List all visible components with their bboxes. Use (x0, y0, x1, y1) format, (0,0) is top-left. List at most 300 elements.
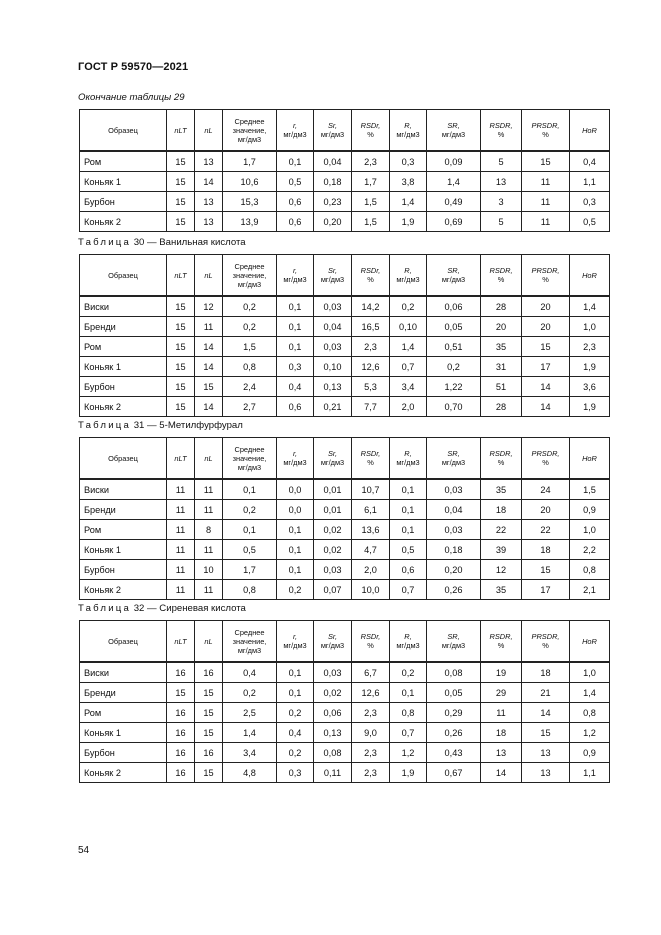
cell-value: 11 (195, 479, 223, 500)
cell-value: 0,51 (427, 337, 481, 357)
cell-value: 13 (195, 212, 223, 232)
cell-value: 11 (167, 520, 195, 540)
header-r-line: мг/дм3 (283, 130, 307, 139)
cell-value: 0,9 (570, 743, 610, 763)
cell-value: 0,1 (277, 317, 314, 337)
cell-value: 0,1 (277, 151, 314, 172)
cell-value: 35 (481, 580, 522, 600)
table-row (80, 662, 610, 683)
cell-value: 0,2 (223, 683, 277, 703)
header-sR (427, 255, 481, 297)
cell-value: 13,6 (352, 520, 390, 540)
header-R (390, 255, 427, 297)
cell-value: 0,01 (314, 500, 352, 520)
cell-value: 15 (522, 337, 570, 357)
cell-value: 15 (167, 192, 195, 212)
header-sR-line: SR, (447, 449, 460, 458)
cell-value: 19 (481, 662, 522, 683)
cell-value: 0,9 (570, 500, 610, 520)
cell-value: 1,9 (390, 763, 427, 783)
cell-value: 0,1 (390, 683, 427, 703)
header-sample (80, 621, 167, 663)
cell-value: 20 (522, 296, 570, 317)
cell-value: 15 (195, 683, 223, 703)
cell-value: 15 (167, 151, 195, 172)
table-caption (78, 603, 246, 614)
data-table (79, 437, 610, 600)
header-rsdr (352, 255, 390, 297)
cell-value: 0,0 (277, 500, 314, 520)
cell-value: 0,03 (427, 520, 481, 540)
cell-value: 12 (195, 296, 223, 317)
table-row (80, 520, 610, 540)
cell-value: 0,06 (314, 703, 352, 723)
cell-value: 20 (481, 317, 522, 337)
header-sr-line: мг/дм3 (320, 458, 345, 467)
cell-value: 35 (481, 479, 522, 500)
cell-value: 13 (195, 192, 223, 212)
header-rsdR-line: RSDR, (489, 266, 513, 275)
cell-value: 2,5 (223, 703, 277, 723)
cell-value: 0,03 (314, 560, 352, 580)
cell-value: 2,3 (352, 763, 390, 783)
cell-value: 1,5 (223, 337, 277, 357)
header-nlt-text: nLT (174, 453, 187, 463)
header-rsdR (481, 255, 522, 297)
cell-value: 0,03 (314, 296, 352, 317)
cell-value: 11 (167, 540, 195, 560)
cell-value: 24 (522, 479, 570, 500)
cell-value: 2,7 (223, 397, 277, 417)
cell-value: 16 (167, 743, 195, 763)
table-caption-label: Таблица (78, 420, 132, 431)
cell-value: 1,9 (570, 397, 610, 417)
cell-value: 1,7 (223, 560, 277, 580)
header-row (80, 621, 610, 663)
cell-value: 28 (481, 296, 522, 317)
table-row (80, 479, 610, 500)
header-nl-text: nL (204, 125, 213, 135)
header-sR-line: мг/дм3 (441, 641, 466, 650)
cell-value: 17 (522, 357, 570, 377)
cell-value: 11 (522, 212, 570, 232)
cell-value: 0,69 (427, 212, 481, 232)
header-sR-line: мг/дм3 (441, 458, 466, 467)
header-sample-text: Образец (108, 270, 138, 280)
cell-value: 0,13 (314, 723, 352, 743)
cell-value: 0,04 (427, 500, 481, 520)
cell-value: 11 (167, 479, 195, 500)
cell-sample: Коньяк 2 (80, 580, 167, 600)
cell-value: 15 (195, 723, 223, 743)
cell-value: 35 (481, 337, 522, 357)
cell-value: 0,2 (277, 703, 314, 723)
header-mean-line: мг/дм3 (237, 462, 262, 472)
header-nlt (167, 621, 195, 663)
cell-value: 15 (167, 172, 195, 192)
cell-value: 0,43 (427, 743, 481, 763)
header-rsdR (481, 621, 522, 663)
header-sr-line: Sr, (327, 449, 338, 458)
cell-value: 0,2 (277, 743, 314, 763)
table-caption-label: Таблица (78, 603, 132, 614)
header-r-line: r, (292, 121, 298, 130)
cell-value: 12,6 (352, 683, 390, 703)
header-rsdr (352, 110, 390, 152)
cell-value: 14 (522, 397, 570, 417)
header-mean (223, 621, 277, 663)
header-nl (195, 621, 223, 663)
header-rsdr-line: RSDr, (360, 266, 381, 275)
table-caption-label: Таблица (78, 237, 132, 248)
header-sr (314, 255, 352, 297)
cell-value: 8 (195, 520, 223, 540)
cell-value: 0,03 (427, 479, 481, 500)
header-sample (80, 110, 167, 152)
cell-value: 0,2 (390, 296, 427, 317)
cell-value: 15 (522, 151, 570, 172)
cell-value: 1,4 (570, 683, 610, 703)
cell-value: 11 (167, 500, 195, 520)
header-sR (427, 438, 481, 480)
cell-value: 0,3 (390, 151, 427, 172)
cell-value: 0,6 (277, 397, 314, 417)
header-horR (570, 438, 610, 480)
cell-value: 0,01 (314, 479, 352, 500)
cell-value: 4,7 (352, 540, 390, 560)
cell-value: 1,5 (352, 192, 390, 212)
header-row (80, 110, 610, 152)
cell-value: 0,18 (314, 172, 352, 192)
header-r-line: r, (292, 632, 298, 641)
cell-value: 21 (522, 683, 570, 703)
table-row (80, 151, 610, 172)
header-prsdR-line: PRSDR, (531, 121, 560, 130)
cell-value: 0,5 (570, 212, 610, 232)
header-nl (195, 110, 223, 152)
header-sample-text: Образец (108, 453, 138, 463)
table-caption-text: 31 — 5-Метилфурфурал (133, 420, 243, 431)
header-horR-text: HoR (582, 453, 597, 463)
table-row (80, 763, 610, 783)
cell-sample: Виски (80, 479, 167, 500)
document-title: ГОСТ Р 59570—2021 (78, 61, 189, 73)
cell-value: 0,5 (223, 540, 277, 560)
cell-sample: Бурбон (80, 192, 167, 212)
cell-value: 11 (195, 540, 223, 560)
cell-value: 0,1 (277, 662, 314, 683)
header-row (80, 438, 610, 480)
header-mean-line: значение, (232, 453, 267, 463)
cell-sample: Ром (80, 337, 167, 357)
header-rsdR-line: % (497, 130, 505, 139)
header-row (80, 255, 610, 297)
cell-value: 0,8 (223, 357, 277, 377)
cell-value: 20 (522, 500, 570, 520)
cell-value: 1,4 (223, 723, 277, 743)
header-prsdR-line: % (542, 275, 549, 284)
cell-value: 2,2 (570, 540, 610, 560)
cell-sample: Ром (80, 520, 167, 540)
cell-value: 18 (522, 540, 570, 560)
cell-value: 0,70 (427, 397, 481, 417)
header-nl (195, 255, 223, 297)
table-row (80, 703, 610, 723)
header-rsdR (481, 438, 522, 480)
header-sr-line: мг/дм3 (320, 641, 345, 650)
cell-value: 13 (481, 743, 522, 763)
header-R-line: R, (404, 121, 412, 130)
cell-sample: Коньяк 1 (80, 723, 167, 743)
cell-sample: Коньяк 2 (80, 397, 167, 417)
cell-value: 0,07 (314, 580, 352, 600)
cell-value: 3,4 (223, 743, 277, 763)
cell-value: 1,2 (570, 723, 610, 743)
header-r-line: мг/дм3 (283, 458, 307, 467)
header-mean-line: значение, (232, 636, 267, 646)
table-header (80, 438, 610, 480)
cell-value: 15 (167, 357, 195, 377)
header-horR (570, 621, 610, 663)
cell-value: 29 (481, 683, 522, 703)
cell-value: 0,8 (570, 703, 610, 723)
cell-sample: Коньяк 1 (80, 540, 167, 560)
table-body (80, 479, 610, 600)
header-sample (80, 255, 167, 297)
cell-value: 16 (195, 743, 223, 763)
cell-value: 2,1 (570, 580, 610, 600)
cell-value: 0,1 (277, 520, 314, 540)
cell-value: 16 (167, 703, 195, 723)
header-r-line: r, (292, 266, 298, 275)
cell-sample: Коньяк 2 (80, 212, 167, 232)
cell-value: 14 (195, 172, 223, 192)
page-number: 54 (78, 845, 90, 856)
header-mean-line: мг/дм3 (237, 645, 262, 655)
cell-value: 13,9 (223, 212, 277, 232)
cell-value: 0,1 (277, 683, 314, 703)
cell-value: 28 (481, 397, 522, 417)
cell-value: 22 (481, 520, 522, 540)
header-prsdR (522, 110, 570, 152)
header-rsdr-line: RSDr, (360, 449, 381, 458)
cell-value: 1,0 (570, 317, 610, 337)
cell-value: 11 (481, 703, 522, 723)
cell-value: 0,2 (223, 296, 277, 317)
cell-value: 15 (167, 377, 195, 397)
cell-value: 0,04 (314, 151, 352, 172)
cell-value: 0,1 (277, 540, 314, 560)
header-R-line: мг/дм3 (396, 275, 420, 284)
cell-value: 2,0 (352, 560, 390, 580)
cell-value: 13 (522, 743, 570, 763)
header-rsdr (352, 438, 390, 480)
cell-value: 10 (195, 560, 223, 580)
header-sample-text: Образец (108, 125, 138, 135)
cell-value: 3 (481, 192, 522, 212)
table-row (80, 560, 610, 580)
header-R-line: R, (404, 449, 412, 458)
cell-value: 0,20 (314, 212, 352, 232)
table-row (80, 540, 610, 560)
header-nl-text: nL (204, 636, 213, 646)
header-sR-line: SR, (447, 266, 460, 275)
cell-sample: Коньяк 2 (80, 763, 167, 783)
header-mean-line: Среднее (234, 627, 265, 637)
cell-value: 0,1 (223, 479, 277, 500)
table-row (80, 172, 610, 192)
cell-sample: Бурбон (80, 743, 167, 763)
cell-value: 0,1 (390, 520, 427, 540)
cell-value: 15 (167, 397, 195, 417)
cell-sample: Бренди (80, 317, 167, 337)
cell-value: 0,13 (314, 377, 352, 397)
cell-value: 0,10 (390, 317, 427, 337)
cell-value: 0,7 (390, 723, 427, 743)
cell-value: 0,7 (390, 357, 427, 377)
header-nl (195, 438, 223, 480)
cell-sample: Коньяк 1 (80, 172, 167, 192)
table-row (80, 377, 610, 397)
cell-sample: Бурбон (80, 560, 167, 580)
cell-value: 0,4 (277, 377, 314, 397)
header-nl-text: nL (204, 270, 213, 280)
header-sr-line: мг/дм3 (320, 275, 345, 284)
header-sr-line: Sr, (327, 121, 338, 130)
cell-value: 1,4 (570, 296, 610, 317)
header-sample (80, 438, 167, 480)
header-horR-text: HoR (582, 270, 597, 280)
cell-value: 4,8 (223, 763, 277, 783)
header-R-line: мг/дм3 (396, 130, 420, 139)
header-prsdR-line: % (542, 641, 549, 650)
cell-value: 2,3 (352, 703, 390, 723)
header-sr (314, 438, 352, 480)
header-mean (223, 438, 277, 480)
cell-value: 0,03 (314, 662, 352, 683)
cell-sample: Бренди (80, 500, 167, 520)
header-mean-line: Среднее (234, 116, 265, 126)
cell-value: 9,0 (352, 723, 390, 743)
header-sR-line: мг/дм3 (441, 130, 466, 139)
cell-value: 14 (522, 377, 570, 397)
data-table (79, 620, 610, 783)
header-horR (570, 255, 610, 297)
cell-sample: Виски (80, 662, 167, 683)
cell-value: 0,8 (390, 703, 427, 723)
cell-value: 3,8 (390, 172, 427, 192)
cell-value: 16 (167, 763, 195, 783)
header-r-line: мг/дм3 (283, 275, 307, 284)
cell-value: 0,5 (277, 172, 314, 192)
cell-value: 10,7 (352, 479, 390, 500)
cell-value: 16 (195, 662, 223, 683)
header-sample-text: Образец (108, 636, 138, 646)
header-rsdR-line: RSDR, (489, 121, 513, 130)
cell-value: 11 (195, 317, 223, 337)
cell-value: 7,7 (352, 397, 390, 417)
cell-value: 15 (167, 296, 195, 317)
cell-value: 15 (195, 377, 223, 397)
cell-value: 15 (167, 683, 195, 703)
header-horR (570, 110, 610, 152)
header-rsdR-line: RSDR, (489, 632, 513, 641)
table-body (80, 296, 610, 417)
cell-value: 0,6 (277, 212, 314, 232)
cell-value: 13 (522, 763, 570, 783)
header-nlt-text: nLT (174, 636, 187, 646)
cell-value: 11 (195, 500, 223, 520)
cell-value: 18 (522, 662, 570, 683)
cell-value: 0,4 (277, 723, 314, 743)
data-table (79, 109, 610, 232)
cell-value: 13 (481, 172, 522, 192)
cell-value: 0,3 (277, 357, 314, 377)
cell-value: 0,18 (427, 540, 481, 560)
cell-value: 0,4 (570, 151, 610, 172)
header-nlt (167, 438, 195, 480)
cell-value: 1,1 (570, 763, 610, 783)
data-table (79, 254, 610, 417)
table-row (80, 357, 610, 377)
cell-value: 15 (167, 212, 195, 232)
header-nlt-text: nLT (174, 270, 187, 280)
cell-value: 16 (167, 723, 195, 743)
cell-value: 0,2 (277, 580, 314, 600)
cell-value: 1,4 (427, 172, 481, 192)
header-prsdR-line: PRSDR, (531, 266, 560, 275)
cell-value: 0,6 (277, 192, 314, 212)
table-caption-text: 32 — Сиреневая кислота (133, 603, 246, 614)
header-rsdR-line: % (497, 458, 505, 467)
header-R-line: R, (404, 266, 412, 275)
cell-value: 16,5 (352, 317, 390, 337)
header-sr (314, 621, 352, 663)
cell-value: 0,08 (427, 662, 481, 683)
header-r (277, 255, 314, 297)
cell-value: 0,2 (427, 357, 481, 377)
cell-value: 0,2 (223, 500, 277, 520)
header-r-line: r, (292, 449, 298, 458)
cell-value: 1,1 (570, 172, 610, 192)
header-rsdr-line: RSDr, (360, 632, 381, 641)
cell-value: 0,02 (314, 520, 352, 540)
header-sr (314, 110, 352, 152)
cell-value: 0,8 (223, 580, 277, 600)
header-sR-line: SR, (447, 121, 460, 130)
cell-value: 0,09 (427, 151, 481, 172)
header-r-line: мг/дм3 (283, 641, 307, 650)
cell-value: 0,04 (314, 317, 352, 337)
cell-value: 2,3 (352, 743, 390, 763)
cell-value: 15 (522, 560, 570, 580)
header-horR-text: HoR (582, 636, 597, 646)
cell-value: 12 (481, 560, 522, 580)
cell-value: 16 (167, 662, 195, 683)
cell-value: 14 (195, 337, 223, 357)
cell-value: 0,08 (314, 743, 352, 763)
header-mean-line: значение, (232, 270, 267, 280)
cell-value: 14 (195, 357, 223, 377)
cell-value: 14 (195, 397, 223, 417)
table-row (80, 743, 610, 763)
cell-value: 31 (481, 357, 522, 377)
header-rsdR-line: RSDR, (489, 449, 513, 458)
cell-value: 15 (167, 317, 195, 337)
cell-sample: Ром (80, 151, 167, 172)
header-sR-line: SR, (447, 632, 460, 641)
cell-value: 15 (195, 703, 223, 723)
